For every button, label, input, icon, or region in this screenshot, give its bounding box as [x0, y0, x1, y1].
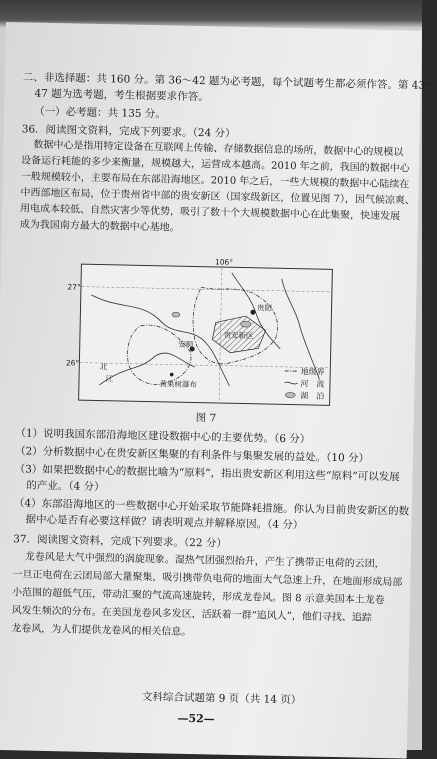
q37-paragraph: 小范围的超低气压，带动汇聚的气流高速旋转，形成龙卷风。图 8 示意美国本土龙卷 [12, 586, 385, 608]
legend-lake-swatch [285, 392, 295, 397]
figure-caption: 图 7 [196, 410, 217, 425]
legend-lake-label: 湖 泊 [300, 390, 324, 401]
huangguoshu-label: 黄果树瀑布 [159, 378, 197, 389]
q36-sub4-cont: 据中心是否有必要这样做？请表明观点并解释原因。（4 分） [25, 513, 303, 533]
q37-intro: 37．阅读图文资料，完成下列要求。（22 分） [13, 532, 227, 550]
q36-sub2: （2）分析数据中心在贵安新区集聚的有利条件与集聚发展的益处。（10 分） [15, 444, 369, 465]
lat-top-label: 27° [67, 282, 81, 291]
beipan-river-label: 北 [100, 361, 108, 371]
q36-sub3: （3）如果把数据中心的数据比喻为“原料”，指出贵安新区利用这些“原料”可以发展 [14, 462, 399, 484]
q37-paragraph: 龙卷风是大气中强烈的涡旋现象。湿热气团强烈抬升，产生了携带正电荷的云团， [25, 551, 385, 573]
q36-sub1: （1）说明我国东部沿海地区建设数据中心的主要优势。（6 分） [15, 426, 310, 446]
q36-paragraph: 设备运行耗能的多少来衡量，规模越大，运营成本越高。2010 年之前，我国的数据中心 [21, 154, 410, 176]
figure-7-map [78, 264, 333, 406]
lon-label: 106° [215, 257, 233, 266]
lake [172, 312, 180, 317]
section-header: 二、非选择题：共 160 分。第 36～42 题为必考题，每个试题考生都必须作答。第 43～ [23, 70, 436, 93]
q37-paragraph: 风发生频次的分布。在美国龙卷风多发区，活跃着一群“追风人”，他们寻找、追踪 [12, 604, 372, 626]
section-header-cont: 47 题为选考题，考生根据要求作答。 [34, 87, 208, 105]
huangguoshu-marker [170, 373, 174, 377]
river [89, 295, 231, 386]
q36-paragraph: 中西部地区布局，位于贵州省中部的贵安新区（国家级新区，位置见图 7），因气候凉爽、 [20, 186, 415, 208]
latitude-27-line [81, 287, 331, 292]
q36-sub4: （4）东部沿海地区的一些数据中心开始采取节能降耗措施。你认为目前贵安新区的数 [14, 496, 409, 518]
q37-paragraph: 一旦正电荷在云团局部大量聚集，吸引携带负电荷的地面大气急速上升，在地面形成局部 [12, 568, 402, 590]
anshun-label: 安顺 [178, 339, 194, 349]
river [280, 279, 322, 380]
q37-paragraph: 龙卷风，为人们提供龙卷风的相关信息。 [11, 622, 191, 640]
legend-boundary-label: 地级界 [301, 366, 325, 377]
q36-paragraph: 用电成本较低、自然灾害少等优势，吸引了数十个大规模数据中心在此集聚，快速发展 [20, 202, 400, 224]
prefecture-boundary [127, 325, 192, 386]
page-number: —52— [177, 712, 215, 726]
legend-river-label: 河 流 [300, 378, 324, 389]
map-legend [284, 366, 325, 401]
map-svg [79, 265, 332, 405]
q36-paragraph: 数据中心是指用特定设备在互联网上传输、存储数据信息的场所，数据中心的规模以 [33, 139, 403, 161]
exam-page [0, 22, 422, 759]
q36-intro: 36．阅读图文资料，完成下列要求。（24 分） [22, 122, 236, 140]
required-header: （一）必考题：共 135 分。 [34, 105, 166, 122]
legend-river-swatch [284, 382, 297, 384]
q36-paragraph: 成为我国南方最大的数据中心基地。 [20, 218, 180, 235]
lat-bottom-label: 26° [66, 358, 80, 367]
latitude-26-line [80, 363, 330, 368]
page-footer: 文科综合试题第 9 页（共 14 页） [142, 689, 302, 707]
lake [241, 321, 251, 327]
beipan-river-label: 江 [105, 374, 113, 383]
q36-paragraph: 一般规模较小，主要布局在东部沿海地区。2010 年之后，一些大规模的数据中心陆续在 [21, 170, 410, 192]
guian-label: 贵安新区 [223, 330, 254, 341]
q36-sub3-cont: 的产业。（4 分） [26, 479, 105, 495]
guiyang-label: 贵阳 [257, 302, 273, 312]
